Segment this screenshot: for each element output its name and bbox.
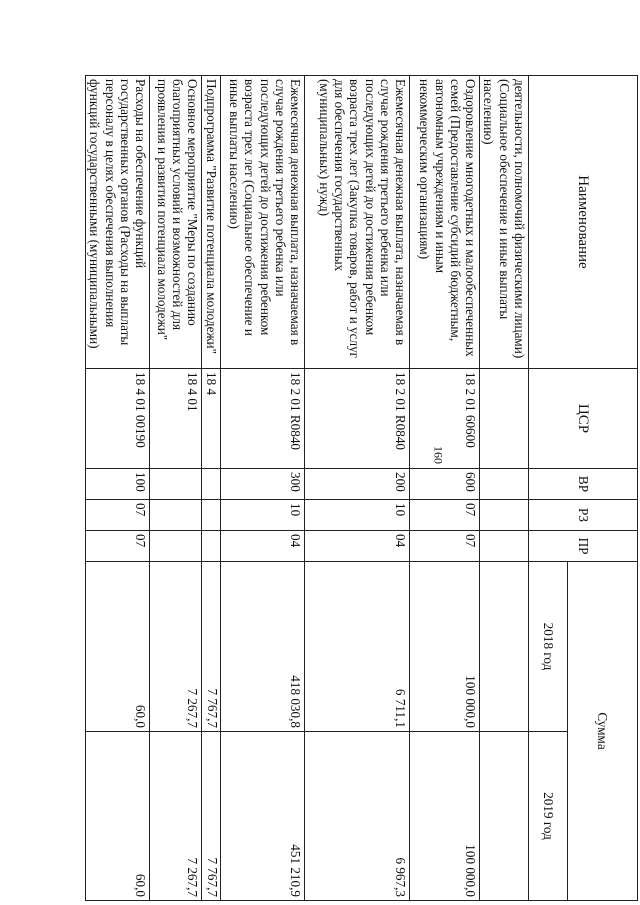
row-vr: 100 <box>85 469 149 500</box>
row-sum-2019: 7 267,7 <box>150 732 202 901</box>
row-sum-2018: 60,0 <box>85 562 149 732</box>
header-csr: ЦСР <box>529 369 638 469</box>
row-pr <box>202 531 221 562</box>
budget-table <box>85 75 638 901</box>
row-sum-2018: 7 767,7 <box>202 562 221 732</box>
row-pr: 04 <box>221 531 305 562</box>
row-csr <box>480 369 529 469</box>
row-sum-2018: 100 000,0 <box>410 562 480 732</box>
header-year-2018: 2018 год <box>529 562 568 732</box>
row-name: деятельности, полномочий физическими лицами) (Социальное обеспечение и иные выплаты населению) <box>480 76 529 369</box>
row-sum-2019 <box>480 732 529 901</box>
header-vr: ВР <box>529 469 638 500</box>
row-vr: 300 <box>221 469 305 500</box>
row-csr: 18 2 01 R0840 <box>221 369 305 469</box>
table-row <box>410 76 480 901</box>
row-rz <box>480 500 529 531</box>
row-vr <box>480 469 529 500</box>
row-csr: 18 4 01 00190 <box>85 369 149 469</box>
row-csr: 18 4 <box>202 369 221 469</box>
row-rz: 10 <box>221 500 305 531</box>
row-vr: 600 <box>410 469 480 500</box>
row-rz: 10 <box>305 500 410 531</box>
row-name: Расходы на обеспечение функций государственных органов (Расходы на выплаты персоналу в целях обеспечения выполнения функций государственными (муниципальными) <box>85 76 149 369</box>
row-sum-2019: 100 000,0 <box>410 732 480 901</box>
header-name: Наименование <box>529 76 638 369</box>
table-row <box>480 76 529 901</box>
row-name: Подпрограмма "Развитие потенциала молодежи" <box>202 76 221 369</box>
row-pr: 07 <box>85 531 149 562</box>
row-vr <box>150 469 202 500</box>
table-row <box>150 76 202 901</box>
row-csr: 18 4 01 <box>150 369 202 469</box>
header-sum: Сумма <box>568 562 638 901</box>
row-rz: 07 <box>410 500 480 531</box>
row-rz: 07 <box>85 500 149 531</box>
row-sum-2018: 6 711,1 <box>305 562 410 732</box>
row-vr: 200 <box>305 469 410 500</box>
row-sum-2019: 60,0 <box>85 732 149 901</box>
row-sum-2019: 7 767,7 <box>202 732 221 901</box>
row-rz <box>202 500 221 531</box>
table-row <box>305 76 410 901</box>
row-sum-2018: 418 030,8 <box>221 562 305 732</box>
header-pr: ПР <box>529 531 638 562</box>
row-name: Основное мероприятие "Меры по созданию благоприятных условий и возможностей для проявления и развития потенциала молодежи" <box>150 76 202 369</box>
row-rz <box>150 500 202 531</box>
table-row <box>202 76 221 901</box>
row-name: Ежемесячная денежная выплата, назначаемая в случае рождения третьего ребенка или последующих детей до достижения ребенком возраста трех лет (Социальное обеспечение и иные выплаты населению) <box>221 76 305 369</box>
row-sum-2018: 7 267,7 <box>150 562 202 732</box>
budget-table-rotated <box>87 75 638 900</box>
page-number: 160 <box>431 446 446 464</box>
row-pr: 04 <box>305 531 410 562</box>
row-sum-2019: 451 210,9 <box>221 732 305 901</box>
table-row <box>221 76 305 901</box>
rotated-table-container <box>87 75 638 900</box>
row-csr: 18 2 01 R0840 <box>305 369 410 469</box>
row-name: Оздоровление многодетных и малообеспеченных семей (Предоставление субсидий бюджетным, автономным учреждениям и иным некоммерческим организациям) <box>410 76 480 369</box>
row-pr <box>150 531 202 562</box>
row-sum-2019: 6 967,3 <box>305 732 410 901</box>
row-csr: 18 2 01 60600 <box>410 369 480 469</box>
table-row <box>85 76 149 901</box>
row-name: Ежемесячная денежная выплата, назначаемая в случае рождения третьего ребенка или последующих детей до достижения ребенком возраста трех лет (Закупка товаров, работ и услуг для обеспечения государственных (муниципальных) нужд) <box>305 76 410 369</box>
header-rz: РЗ <box>529 500 638 531</box>
row-pr: 07 <box>410 531 480 562</box>
row-pr <box>480 531 529 562</box>
header-year-2019: 2019 год <box>529 732 568 901</box>
row-vr <box>202 469 221 500</box>
row-sum-2018 <box>480 562 529 732</box>
